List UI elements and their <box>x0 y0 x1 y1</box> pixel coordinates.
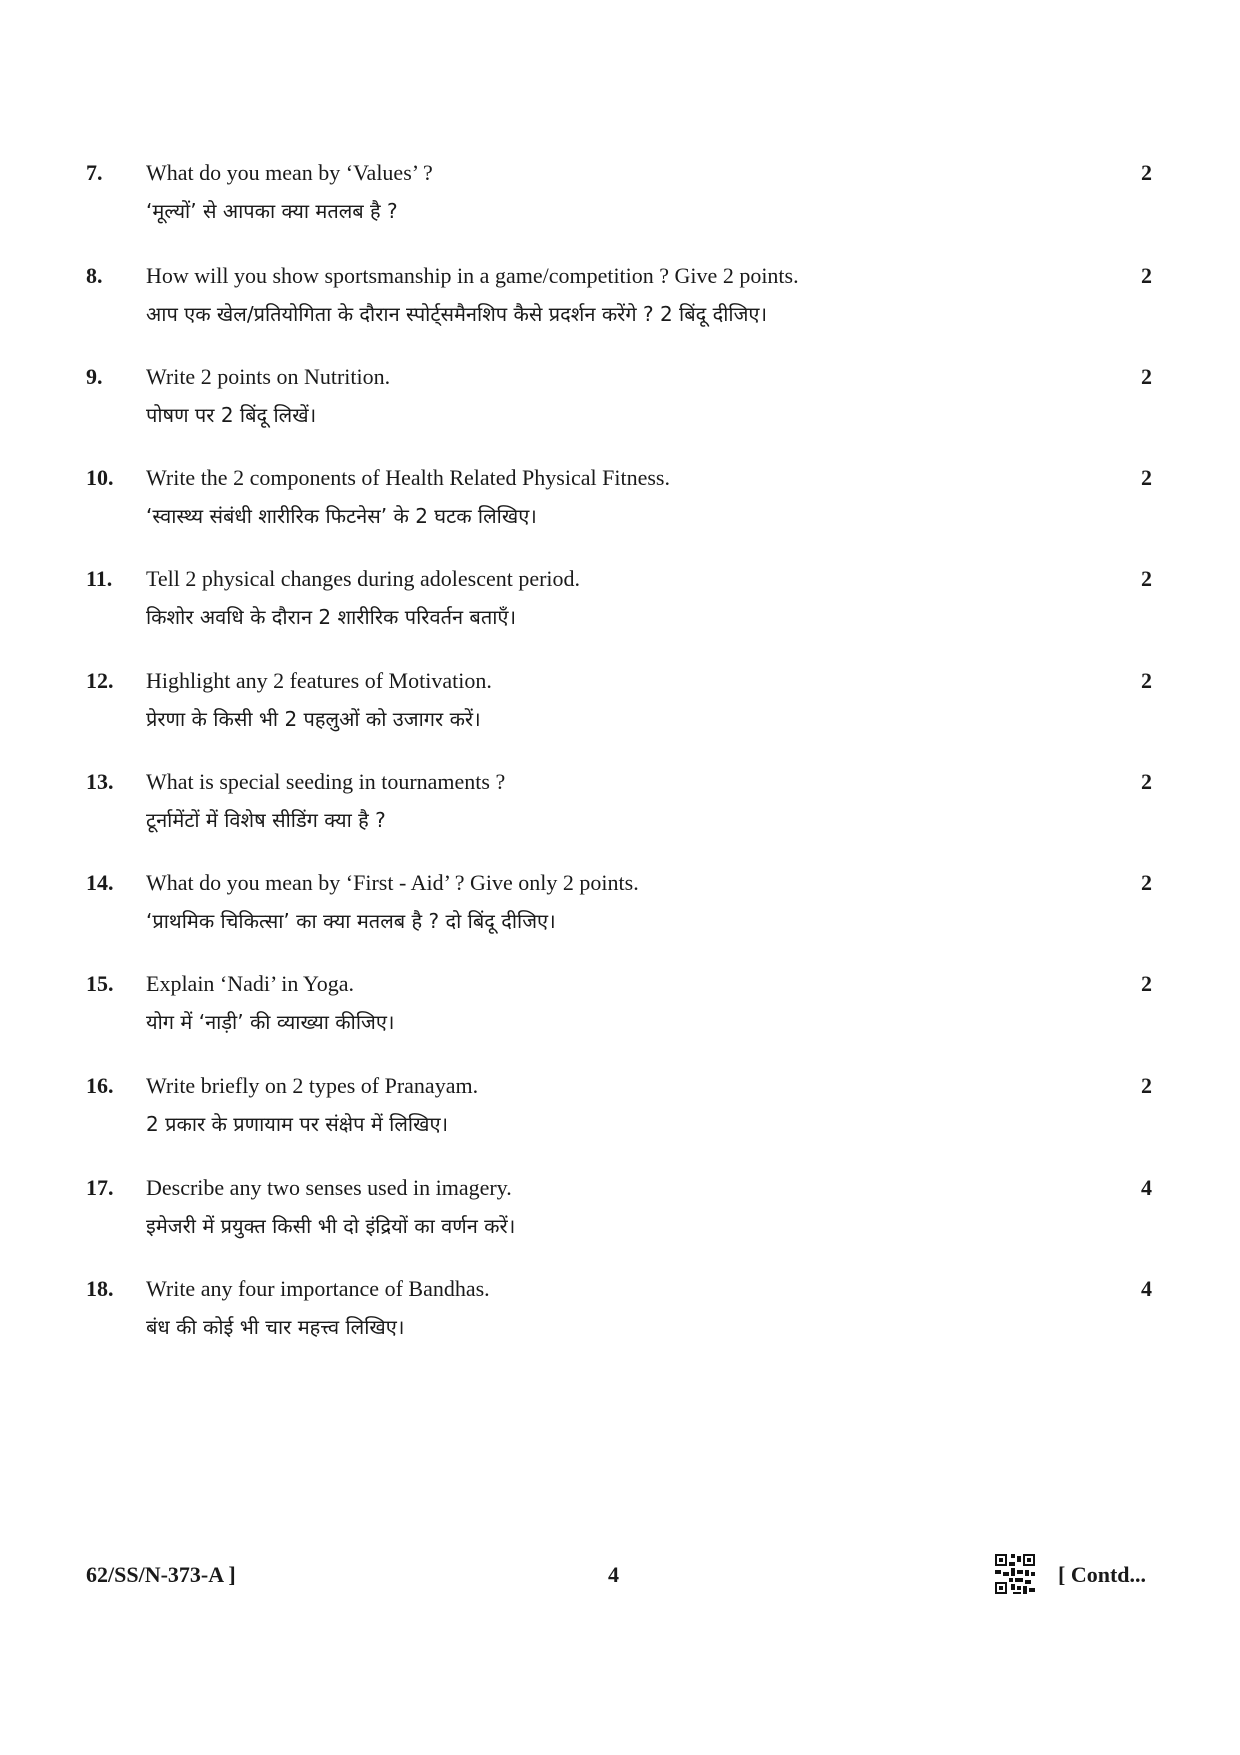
question-text-hindi: आप एक खेल/प्रतियोगिता के दौरान स्पोर्ट्समैनशिप कैसे प्रदर्शन करेंगे ? 2 बिंदू दीजिए। <box>146 302 768 326</box>
question-marks: 2 <box>1141 566 1152 591</box>
question-text-english: Highlight any 2 features of Motivation. <box>146 668 492 693</box>
question-text-hindi: किशोर अवधि के दौरान 2 शारीरिक परिवर्तन बताएँ। <box>146 605 517 629</box>
question-item <box>0 566 1240 666</box>
question-item <box>0 870 1240 970</box>
question-number: 13. <box>86 769 114 794</box>
question-number: 15. <box>86 971 114 996</box>
question-text-english: What do you mean by ‘First - Aid’ ? Give only 2 points. <box>146 870 639 895</box>
question-text-hindi: प्रेरणा के किसी भी 2 पहलुओं को उजागर करें। <box>146 707 481 731</box>
question-marks: 2 <box>1141 160 1152 185</box>
question-text-english: Write briefly on 2 types of Pranayam. <box>146 1073 479 1098</box>
question-item <box>0 971 1240 1071</box>
question-text-hindi: 2 प्रकार के प्रणायाम पर संक्षेप में लिखिए। <box>146 1112 449 1136</box>
question-number: 17. <box>86 1175 114 1200</box>
question-marks: 2 <box>1141 870 1152 895</box>
question-item <box>0 364 1240 464</box>
question-marks: 2 <box>1141 769 1152 794</box>
question-text-hindi: योग में ‘नाड़ी’ की व्याख्या कीजिए। <box>146 1010 395 1034</box>
question-item <box>0 1276 1240 1376</box>
question-text-english: Explain ‘Nadi’ in Yoga. <box>146 971 354 996</box>
page-number: 4 <box>608 1562 619 1587</box>
question-text-english: What is special seeding in tournaments ? <box>146 769 506 794</box>
question-text-hindi: ‘मूल्यों’ से आपका क्या मतलब है ? <box>146 199 398 223</box>
question-marks: 2 <box>1141 465 1152 490</box>
question-text-hindi: ‘स्वास्थ्य संबंधी शारीरिक फिटनेस’ के 2 घटक लिखिए। <box>146 504 537 528</box>
continued-label: [ Contd... <box>1058 1562 1147 1587</box>
question-marks: 2 <box>1141 263 1152 288</box>
page-footer <box>0 1550 1240 1600</box>
question-number: 7. <box>86 160 103 185</box>
question-text-english: Write 2 points on Nutrition. <box>146 364 391 389</box>
question-number: 18. <box>86 1276 114 1301</box>
question-text-english: What do you mean by ‘Values’ ? <box>146 160 433 185</box>
question-text-english: Write the 2 components of Health Related Physical Fitness. <box>146 465 670 490</box>
question-text-hindi: बंध की कोई भी चार महत्त्व लिखिए। <box>146 1315 405 1339</box>
question-text-english: Describe any two senses used in imagery. <box>146 1175 512 1200</box>
question-text-english: How will you show sportsmanship in a game/competition ? Give 2 points. <box>146 263 799 288</box>
question-item <box>0 160 1240 260</box>
question-marks: 2 <box>1141 364 1152 389</box>
question-text-hindi: टूर्नामेंटों में विशेष सीडिंग क्या है ? <box>146 808 386 832</box>
question-item <box>0 769 1240 869</box>
question-item <box>0 1175 1240 1275</box>
question-item <box>0 668 1240 768</box>
question-marks: 2 <box>1141 1073 1152 1098</box>
question-marks: 2 <box>1141 971 1152 996</box>
question-text-hindi: पोषण पर 2 बिंदू लिखें। <box>146 403 317 427</box>
qr-code-icon <box>995 1554 1035 1594</box>
question-number: 9. <box>86 364 103 389</box>
question-item <box>0 263 1240 363</box>
question-number: 10. <box>86 465 114 490</box>
question-marks: 4 <box>1141 1175 1152 1200</box>
question-marks: 4 <box>1141 1276 1152 1301</box>
question-number: 14. <box>86 870 114 895</box>
question-number: 11. <box>86 566 113 591</box>
question-text-hindi: ‘प्राथमिक चिकित्सा’ का क्या मतलब है ? दो बिंदू दीजिए। <box>146 909 556 933</box>
question-item <box>0 1073 1240 1173</box>
question-text-hindi: इमेजरी में प्रयुक्त किसी भी दो इंद्रियों का वर्णन करें। <box>146 1214 516 1238</box>
question-item <box>0 465 1240 565</box>
question-number: 8. <box>86 263 103 288</box>
question-number: 16. <box>86 1073 114 1098</box>
question-number: 12. <box>86 668 114 693</box>
question-text-english: Write any four importance of Bandhas. <box>146 1276 490 1301</box>
paper-code: 62/SS/N-373-A ] <box>86 1562 236 1587</box>
question-text-english: Tell 2 physical changes during adolescent period. <box>146 566 581 591</box>
question-marks: 2 <box>1141 668 1152 693</box>
